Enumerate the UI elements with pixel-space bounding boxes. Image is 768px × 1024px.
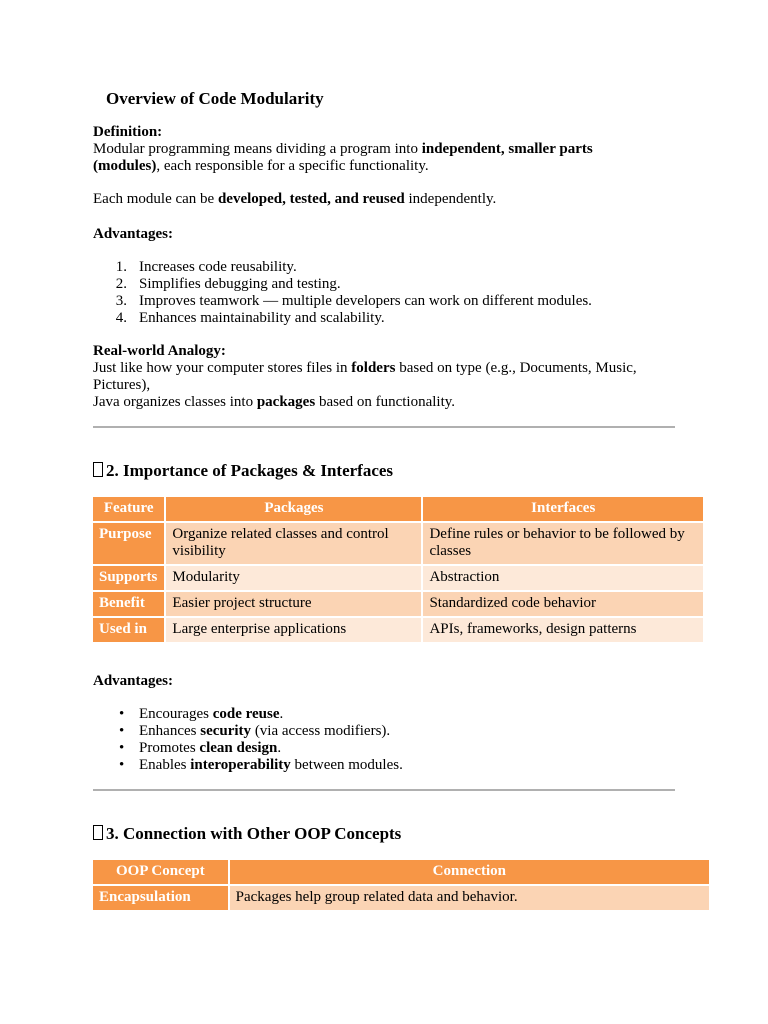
list-item: • Enhances security (via access modifiers). — [119, 723, 391, 739]
bullet-icon: • — [119, 706, 125, 722]
definition-text: Modular programming means dividing a program into independent, smaller parts (modules), each responsible for a specific functionality. — [93, 141, 593, 174]
advantages-list — [93, 259, 693, 327]
definition-label: Definition: — [93, 124, 163, 140]
list-item: • Encourages code reuse. — [119, 706, 284, 722]
packages-interfaces-table — [91, 495, 705, 644]
oop-connection-table — [91, 858, 711, 912]
bullet-icon: • — [119, 740, 125, 756]
table-header: Packages — [166, 497, 421, 521]
advantages-label: Advantages: — [93, 226, 174, 242]
analogy-label: Real-world Analogy: — [93, 343, 226, 359]
table-row: Used in Large enterprise applications APIs, frameworks, design patterns — [93, 618, 703, 642]
section1-title: Overview of Code Modularity — [106, 89, 324, 108]
list-item: 3. Improves teamwork — multiple developers can work on different modules. — [115, 293, 592, 309]
analogy-text-2: Java organizes classes into packages based on functionality. — [93, 394, 456, 410]
section3-title: 3. Connection with Other OOP Concepts — [93, 824, 401, 844]
module-text: Each module can be developed, tested, and reused independently. — [93, 191, 497, 207]
table-header: Interfaces — [423, 497, 703, 521]
advantages-bullet-list — [93, 706, 693, 774]
list-item: • Promotes clean design. — [119, 740, 282, 756]
list-item: 1. Increases code reusability. — [115, 259, 297, 275]
bullet-icon: • — [119, 723, 125, 739]
bullet-icon: • — [119, 757, 125, 773]
missing-glyph-icon — [93, 462, 103, 477]
divider — [93, 426, 675, 428]
section2-title: 2. Importance of Packages & Interfaces — [93, 461, 393, 481]
table-row: Supports Modularity Abstraction — [93, 566, 703, 590]
list-item: • Enables interoperability between modules. — [119, 757, 403, 773]
missing-glyph-icon — [93, 825, 103, 840]
table-row: Encapsulation Packages help group related data and behavior. — [93, 886, 709, 910]
list-item: 4. Enhances maintainability and scalability. — [115, 310, 385, 326]
table-row: Purpose Organize related classes and control visibility Define rules or behavior to be followed by classes — [93, 523, 703, 564]
divider — [93, 789, 675, 791]
list-item: 2. Simplifies debugging and testing. — [115, 276, 341, 292]
analogy-text-1: Just like how your computer stores files in folders based on type (e.g., Documents, Music, Pictures), — [93, 360, 637, 393]
table-row: Benefit Easier project structure Standardized code behavior — [93, 592, 703, 616]
table-header: Connection — [230, 860, 709, 884]
table-header: OOP Concept — [93, 860, 228, 884]
table-header: Feature — [93, 497, 164, 521]
advantages-label-2: Advantages: — [93, 673, 174, 689]
